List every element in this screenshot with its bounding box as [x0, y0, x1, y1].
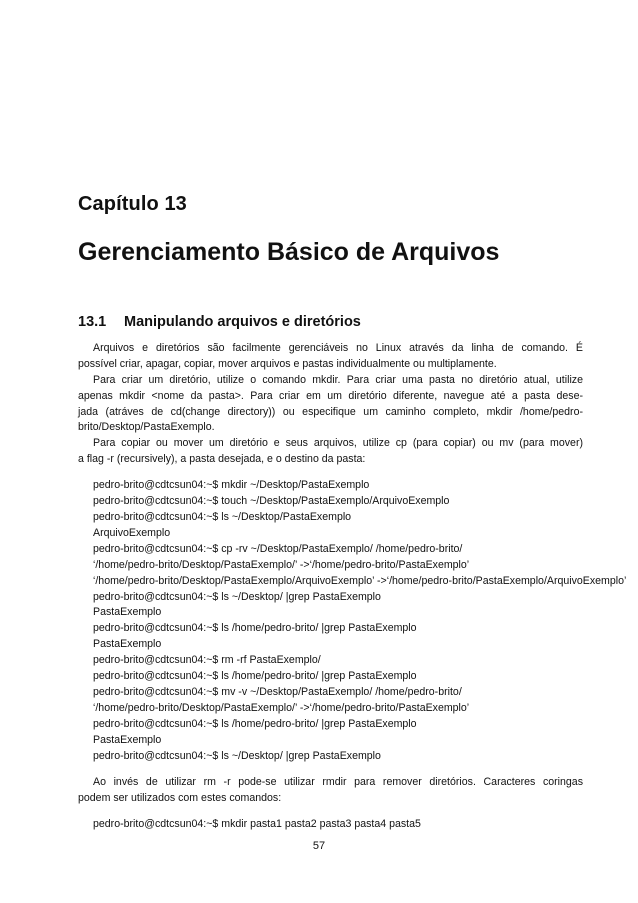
code-line: pedro-brito@cdtcsun04:~$ mkdir ~/Desktop/PastaExemplo	[93, 479, 370, 491]
code-line: pedro-brito@cdtcsun04:~$ ls /home/pedro-brito/ |grep PastaExemplo	[93, 622, 417, 634]
code-line: pedro-brito@cdtcsun04:~$ ls ~/Desktop/ |grep PastaExemplo	[93, 750, 381, 762]
code-line: PastaExemplo	[93, 638, 162, 650]
code-line: pedro-brito@cdtcsun04:~$ ls /home/pedro-brito/ |grep PastaExemplo	[93, 670, 417, 682]
code-line: ‘/home/pedro-brito/Desktop/PastaExemplo/ArquivoExemplo’ ->‘/home/pedro-brito/PastaExemplo/ArquivoExemplo’	[93, 575, 627, 587]
code-line: pedro-brito@cdtcsun04:~$ ls ~/Desktop/PastaExemplo	[93, 511, 352, 523]
section-title: Manipulando arquivos e diretórios	[124, 314, 361, 330]
paragraph-line: jada (atráves de cd(change directory)) ou especifique um caminho completo, mkdir /home/pedro-	[78, 406, 583, 418]
code-line: PastaExemplo	[93, 606, 162, 618]
chapter-title: Gerenciamento Básico de Arquivos	[78, 238, 500, 266]
code-line: pedro-brito@cdtcsun04:~$ touch ~/Desktop/PastaExemplo/ArquivoExemplo	[93, 495, 450, 507]
code-line: ArquivoExemplo	[93, 527, 171, 539]
code-line: pedro-brito@cdtcsun04:~$ ls ~/Desktop/ |grep PastaExemplo	[93, 591, 381, 603]
chapter-label: Capítulo 13	[78, 193, 187, 215]
code-line: pedro-brito@cdtcsun04:~$ cp -rv ~/Desktop/PastaExemplo/ /home/pedro-brito/	[93, 543, 463, 555]
code-line: pedro-brito@cdtcsun04:~$ rm -rf PastaExemplo/	[93, 654, 321, 666]
paragraph-line: Arquivos e diretórios são facilmente gerenciáveis no Linux através da linha de comando. É	[93, 342, 583, 354]
paragraph-line: Para copiar ou mover um diretório e seus arquivos, utilize cp (para copiar) ou mv (para mover)	[93, 437, 583, 449]
paragraph-line: Para criar um diretório, utilize o comando mkdir. Para criar uma pasta no diretório atual, utilize	[93, 374, 583, 386]
section-heading	[78, 314, 361, 330]
paragraph-line: apenas mkdir <nome da pasta>. Para criar em um diretório diferente, navegue até a pasta dese-	[78, 390, 583, 402]
paragraph-line: Ao invés de utilizar rm -r pode-se utilizar rmdir para remover diretórios. Caracteres coringas	[93, 776, 583, 788]
paragraph-line: brito/Desktop/PastaExemplo.	[78, 421, 215, 433]
section-number: 13.1	[78, 314, 107, 330]
code-line: PastaExemplo	[93, 734, 162, 746]
code-line: ‘/home/pedro-brito/Desktop/PastaExemplo/’ ->‘/home/pedro-brito/PastaExemplo’	[93, 559, 470, 571]
paragraph-line: possível criar, apagar, copiar, mover arquivos e pastas individualmente ou multiplamente.	[78, 358, 497, 370]
paragraph-line: a flag -r (recursively), a pasta desejada, e o destino da pasta:	[78, 453, 366, 465]
code-line: pedro-brito@cdtcsun04:~$ mkdir pasta1 pasta2 pasta3 pasta4 pasta5	[93, 818, 421, 830]
paragraph-line: podem ser utilizados com estes comandos:	[78, 792, 282, 804]
page-number: 57	[312, 840, 326, 852]
code-line: pedro-brito@cdtcsun04:~$ ls /home/pedro-brito/ |grep PastaExemplo	[93, 718, 417, 730]
code-line: ‘/home/pedro-brito/Desktop/PastaExemplo/’ ->‘/home/pedro-brito/PastaExemplo’	[93, 702, 470, 714]
code-line: pedro-brito@cdtcsun04:~$ mv -v ~/Desktop/PastaExemplo/ /home/pedro-brito/	[93, 686, 462, 698]
